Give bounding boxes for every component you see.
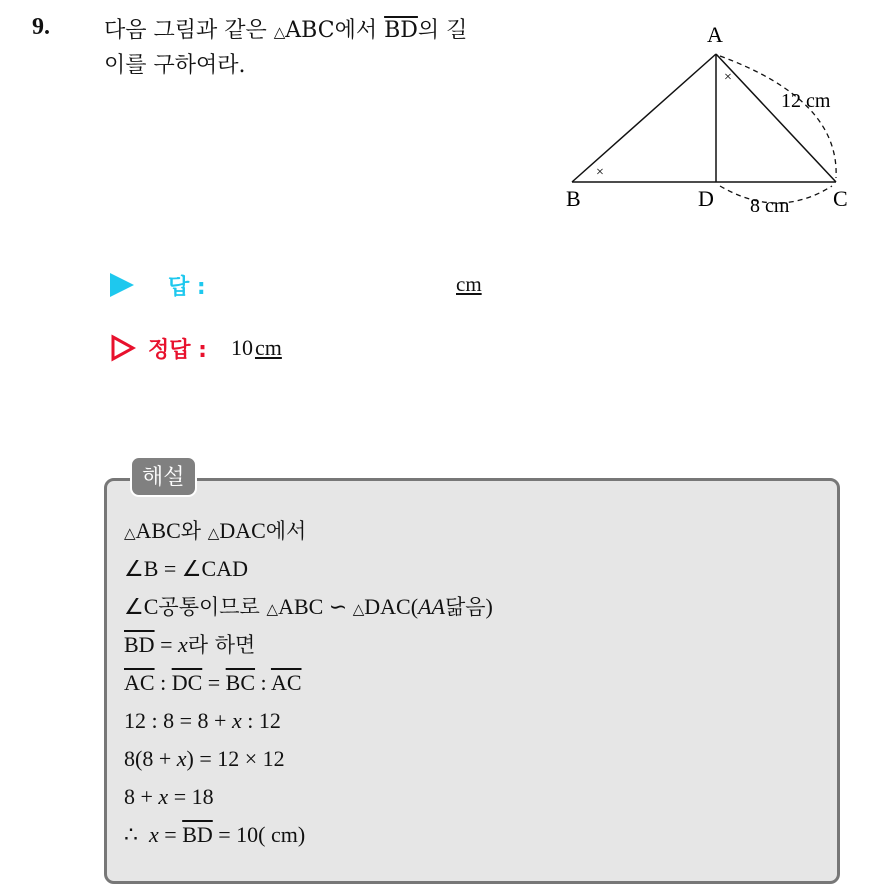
question-text — [104, 14, 544, 83]
length-ac-label: 12 cm — [781, 90, 831, 112]
triangle-symbol: △ — [273, 23, 286, 41]
question-text-part2: ABC에서 — [285, 18, 385, 43]
segment-bd: $\overline{BD}$ — [384, 18, 418, 43]
question-text-part1: 다음 그림과 같은 — [104, 18, 274, 43]
solution-line-8: 8 + x = 18 — [124, 784, 214, 809]
correct-answer-value — [231, 335, 282, 361]
answer-row — [110, 268, 206, 302]
solution-line-2: ∠B = ∠CAD — [124, 556, 248, 581]
side-ac — [716, 54, 836, 182]
brace-ac — [720, 56, 836, 178]
triangle-figure — [550, 20, 870, 220]
question-number: 9. — [32, 14, 50, 40]
answer-label: 답 : — [168, 274, 206, 300]
solution-tag: 해설 — [130, 456, 197, 497]
solution-line-1: △ABC와 △DAC에서 — [124, 518, 307, 543]
angle-mark-b: × — [596, 165, 604, 180]
outline-arrow-icon — [110, 334, 136, 362]
length-dc-label: 8 cm — [750, 195, 790, 217]
answer-unit: cm — [456, 272, 482, 296]
solution-line-3: ∠C공통이므로 △ABC ∽ △DAC(AA닮음) — [124, 594, 493, 619]
solution-line-5: $\overline{AC}$ : $\overline{DC} = \overline{BC}$ : $\overline{AC}$ — [124, 670, 302, 695]
vertex-a-label: A — [707, 22, 723, 47]
vertex-d-label: D — [698, 186, 714, 211]
play-arrow-icon — [110, 273, 134, 297]
side-ab — [572, 54, 716, 182]
question-text-line2: 이를 구하여라. — [104, 53, 246, 78]
correct-answer-number: 10 — [230, 335, 253, 360]
correct-answer-unit: cm — [254, 335, 282, 360]
vertex-c-label: C — [833, 186, 848, 211]
solution-line-7: 8(8 + x) = 12 × 12 — [124, 746, 285, 771]
vertex-b-label: B — [566, 186, 581, 211]
solution-line-4: $\overline{BD} = x$라 하면 — [124, 632, 256, 657]
solution-line-9: ∴ $x = \overline{BD} = 10$( cm) — [124, 822, 306, 847]
correct-answer-row — [110, 330, 282, 366]
question-text-part3: 의 길 — [417, 18, 468, 43]
solution-line-6: 12 : 8 = 8 + x : 12 — [124, 708, 281, 733]
correct-answer-label: 정답 : — [148, 337, 207, 363]
angle-mark-a: × — [724, 70, 732, 85]
solution-lines — [124, 512, 493, 854]
